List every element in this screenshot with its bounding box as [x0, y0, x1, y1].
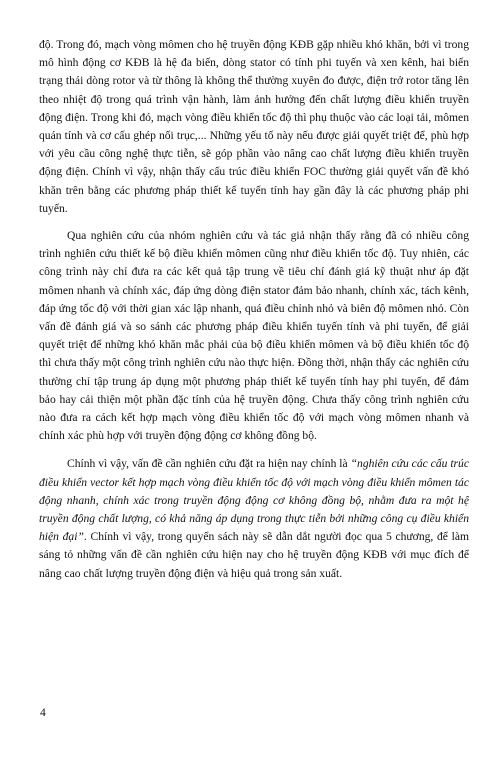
paragraph-intro: Chính vì vậy, vấn đề cần nghiên cứu đặt ra hiện nay chính là — [67, 457, 351, 471]
paragraph — [39, 455, 469, 582]
body-text — [39, 36, 469, 583]
paragraph: Qua nghiên cứu của nhóm nghiên cứu và tác giả nhận thấy rằng đã có nhiều công trình nghiên cứu thiết kế bộ điều khiển mômen cũng như điều khiển tốc độ. Tuy nhiên, các công trình này chỉ đưa ra các kết quả tập trung về tiêu chí đánh giá kỹ thuật như áp đặt mômen nhanh và chính xác, đáp ứng dòng điện stator đảm bảo nhanh, chính xác, tách kênh, đáp ứng tốc độ với thời gian xác lập nhanh, quá điều chỉnh nhỏ và biên độ mômen nhỏ. Còn vấn đề đánh giá và so sánh các phương pháp điều khiển tuyến tính và phi tuyến, để giải quyết triệt để những khó khăn mắc phải của bộ điều khiển mômen và bộ điều khiển tốc độ thì chưa thấy một công trình nghiên cứu nào thực hiện. Đồng thời, nhận thấy các nghiên cứu thường chỉ tập trung áp dụng một phương pháp thiết kế tuyến tính hay phi tuyến, để đảm bảo hay cải thiện một phần đặc tính của hệ truyền động. Chưa thấy công trình nghiên cứu nào đưa ra cách kết hợp mạch vòng điều khiển tốc độ với mạch vòng mômen nhanh và chính xác phù hợp với truyền động động cơ không đồng bộ. — [39, 229, 469, 443]
page-number: 4 — [40, 706, 46, 719]
italic-quote: “nghiên cứu các cấu trúc điều khiển vector kết hợp mạch vòng điều khiển tốc độ với mạch vòng điều khiển mômen tác động nhanh, chính xác trong truyền động động cơ không đồng bộ, nhằm đưa ra một hệ truyền động chất lượng, có khả năng áp dụng trong thực tiễn bởi những công cụ điều khiển hiện đại” — [39, 457, 469, 544]
paragraph: độ. Trong đó, mạch vòng mômen cho hệ truyền động KĐB gặp nhiều khó khăn, bởi vì trong mô hình động cơ KĐB là hệ đa biến, dòng stator có tính phi tuyến và xen kênh, hai biến trạng thái dòng rotor và từ thông là không thể thường xuyên đo được, điện trở rotor tăng lên theo nhiệt độ trong quá trình vận hành, làm ảnh hưởng đến chất lượng điều khiển truyền động điện. Trong khi đó, mạch vòng điều khiển tốc độ thì phụ thuộc vào các loại tải, mômen quán tính và cơ cấu ghép nối trục,... Những yếu tố này nếu được giải quyết triệt để, phù hợp với yêu cầu công nghệ thực tiễn, sẽ góp phần vào nâng cao chất lượng điều khiển truyền động điện. Chính vì vậy, nhận thấy cấu trúc điều khiển FOC thường giải quyết vấn đề khó khăn trên bằng các phương pháp thiết kế tuyến tính hay gần đây là các phương pháp phi tuyến. — [39, 38, 469, 215]
paragraph-rest: . Chính vì vậy, trong quyển sách này sẽ dẫn dắt người đọc qua 5 chương, để làm sáng tỏ những vấn đề cần nghiên cứu hiện nay cho hệ truyền động KĐB với mục đích để nâng cao chất lượng truyền động điện và hiệu quả trong sản xuất. — [39, 530, 469, 580]
